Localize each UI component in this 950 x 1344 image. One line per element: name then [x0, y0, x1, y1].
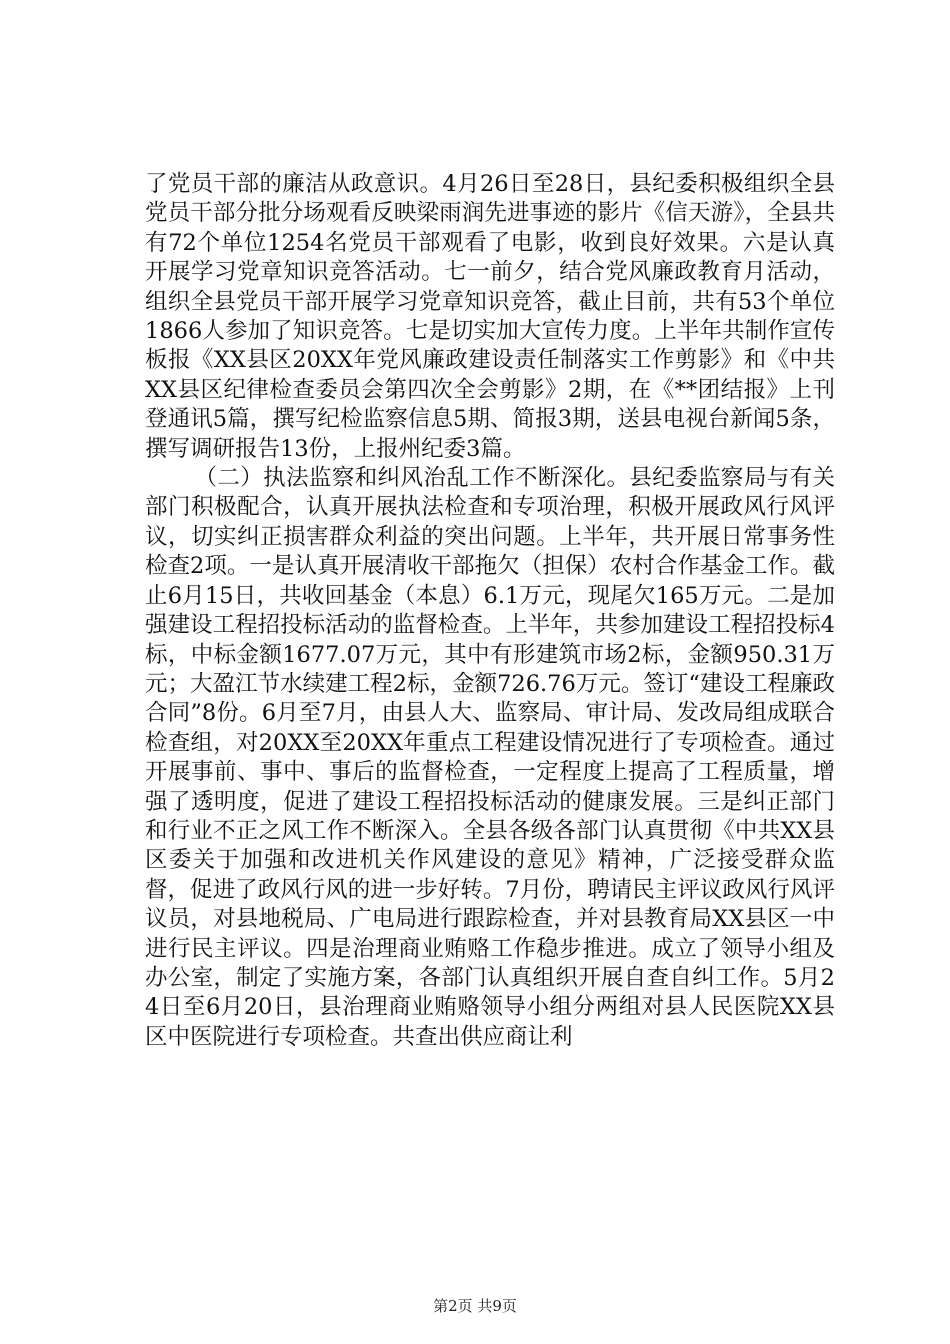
- page-number: 第2页 共9页: [433, 1297, 517, 1315]
- paragraph-2: （二）执法监察和纠风治乱工作不断深化。县纪委监察局与有关部门积极配合，认真开展执法检查和专项治理，积极开展政风行风评议，切实纠正损害群众利益的突出问题。上半年，共开展日常事务性检查2项。一是认真开展清收干部拖欠（担保）农村合作基金工作。截止6月15日，共收回基金（本息）6.1万元，现尾欠165万元。二是加强建设工程招投标活动的监督检查。上半年，共参加建设工程招投标4标，中标金额1677.07万元，其中有形建筑市场2标，金额950.31万元；大盈江节水续建工程2标，金额726.76万元。签订“建设工程廉政合同”8份。6月至7月，由县人大、监察局、审计局、发改局组成联合检查组，对20XX至20XX年重点工程建设情况进行了专项检查。通过开展事前、事中、事后的监督检查，一定程度上提高了工程质量，增强了透明度，促进了建设工程招投标活动的健康发展。三是纠正部门和行业不正之风工作不断深入。全县各级各部门认真贯彻《中共XX县区委关于加强和改进机关作风建设的意见》精神，广泛接受群众监督，促进了政风行风的进一步好转。7月份，聘请民主评议政风行风评议员，对县地税局、广电局进行跟踪检查，并对县教育局XX县区一中进行民主评议。四是治理商业贿赂工作稳步推进。成立了领导小组及办公室，制定了实施方案，各部门认真组织开展自查自纠工作。5月24日至6月20日，县治理商业贿赂领导小组分两组对县人民医院XX县区中医院进行专项检查。共查出供应商让利: [145, 465, 835, 1050]
- paragraph-1: 了党员干部的廉洁从政意识。4月26日至28日，县纪委积极组织全县党员干部分批分场观看反映梁雨润先进事迹的影片《信天游》，全县共有72个单位1254名党员干部观看了电影，收到良好效果。六是认真开展学习党章知识竞答活动。七一前夕，结合党风廉政教育月活动，组织全县党员干部开展学习党章知识竞答，截止目前，共有53个单位1866人参加了知识竞答。七是切实加大宣传力度。上半年共制作宣传板报《XX县区20XX年党风廉政建设责任制落实工作剪影》和《中共XX县区纪律检查委员会第四次全会剪影》2期，在《**团结报》上刊登通讯5篇，撰写纪检监察信息5期、简报3期，送县电视台新闻5条，撰写调研报告13份，上报州纪委3篇。: [145, 171, 835, 462]
- document-body: [145, 170, 835, 1052]
